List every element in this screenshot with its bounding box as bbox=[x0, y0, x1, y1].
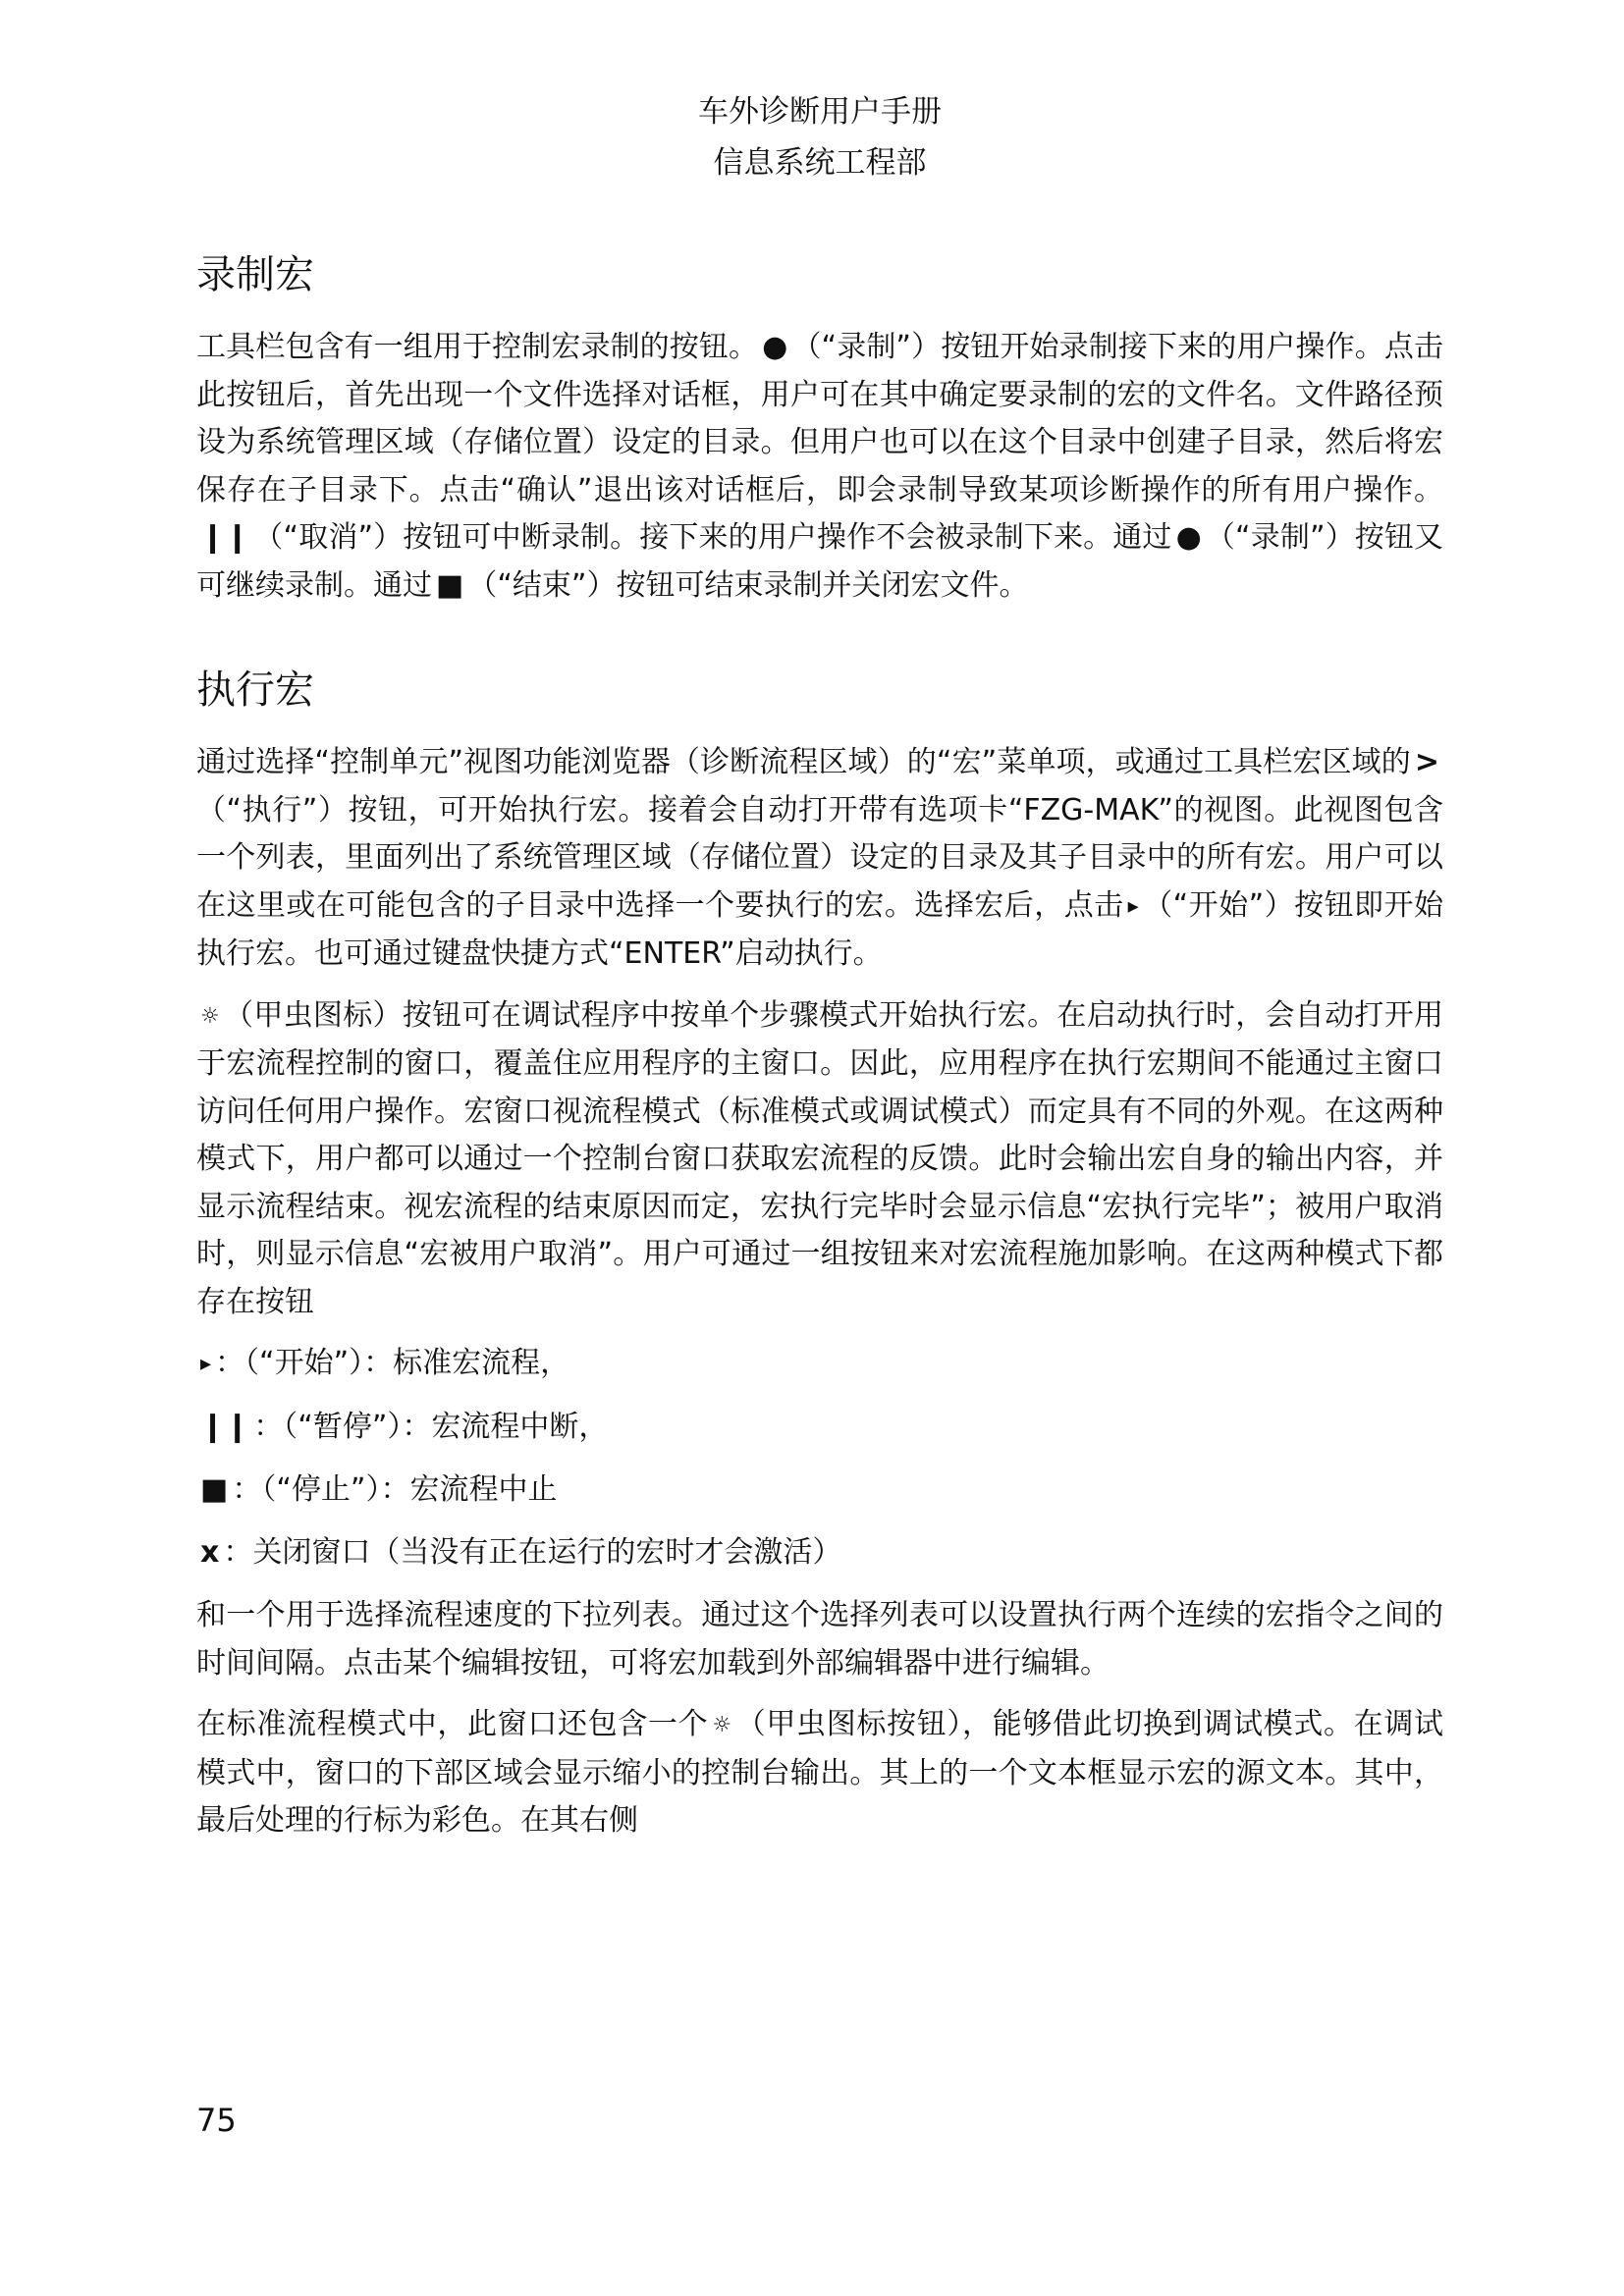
pause-icon: ❙❙ bbox=[200, 520, 250, 555]
text-run: （“执行”）按钮，可开始执行宏。接着会自动打开带有选项卡“FZG-MAK”的视图。此视图包含一个列表，里面列出了系统管理区域（存储位置）设定的目录及其子目录中的所有宏。用户可以在这里或在可能包含的子目录中选择一个要执行的宏。选择宏后，点击 bbox=[196, 792, 1443, 923]
page-header bbox=[196, 86, 1443, 188]
record-icon: ● bbox=[1175, 520, 1202, 555]
execute-macro-paragraph-3: 和一个用于选择流程速度的下拉列表。通过这个选择列表可以设置执行两个连续的宏指令之间的时间间隔。点击某个编辑按钮，可将宏加载到外部编辑器中进行编辑。 bbox=[196, 1598, 1443, 1681]
stop-icon: ■ bbox=[200, 1472, 229, 1507]
header-department: 信息系统工程部 bbox=[713, 145, 927, 181]
text-run: （甲虫图标）按钮可在调试程序中按单个步骤模式开始执行宏。在启动执行时，会自动打开用于宏流程控制的窗口，覆盖住应用程序的主窗口。因此，应用程序在执行宏期间不能通过主窗口访问任何用户操作。宏窗口视流程模式（标准模式或调试模式）而定具有不同的外观。在这两种模式下，用户都可以通过一个控制台窗口获取宏流程的反馈。此时会输出宏自身的输出内容，并显示流程结束。视宏流程的结束原因而定，宏执行完毕时会显示信息“宏执行完毕”；被用户取消时，则显示信息“宏被用户取消”。用户可通过一组按钮来对宏流程施加影响。在这两种模式下都存在按钮 bbox=[196, 997, 1443, 1319]
list-item bbox=[196, 1467, 1443, 1514]
text-run: 在标准流程模式中，此窗口还包含一个 bbox=[196, 1707, 709, 1741]
text-run: （“结束”）按钮可结束录制并关闭宏文件。 bbox=[467, 567, 1029, 603]
section-title-record-macro: 录制宏 bbox=[196, 252, 314, 297]
list-item bbox=[196, 1340, 1443, 1388]
close-icon: x bbox=[200, 1535, 220, 1570]
list-item-text: ：（“停止”）：宏流程中止 bbox=[232, 1472, 558, 1507]
execute-macro-paragraph-1 bbox=[196, 739, 1443, 979]
list-item-text: ：关闭窗口（当没有正在运行的宏时才会激活） bbox=[223, 1535, 842, 1570]
page-number: 75 bbox=[196, 2102, 237, 2139]
text-run: （“录制”）按钮开始录制接下来的用户操作。点击此按钮后，首先出现一个文件选择对话框，用户可在其中确定要录制的宏的文件名。文件路径预设为系统管理区域（存储位置）设定的目录。但用户也可以在这个目录中创建子目录，然后将宏保存在子目录下。点击“确认”退出该对话框后，即会录制导致某项诊断操作的所有用户操作。 bbox=[196, 330, 1443, 507]
list-item bbox=[196, 1404, 1443, 1451]
text-run: （“开始”）按钮即开始执行宏。也可通过键盘快捷方式“ENTER”启动执行。 bbox=[196, 887, 1444, 971]
text-run: （“录制”）按钮又可继续录制。通过 bbox=[196, 520, 1443, 603]
section-title-execute-macro: 执行宏 bbox=[196, 667, 314, 713]
text-run: （甲虫图标按钮），能够借此切换到调试模式。在调试模式中，窗口的下部区域会显示缩小的控制台输出。其上的一个文本框显示宏的源文本。其中，最后处理的行标为彩色。在其右侧 bbox=[196, 1707, 1444, 1838]
execute-icon: > bbox=[1414, 745, 1439, 779]
document-page bbox=[196, 86, 1443, 1859]
pause-icon: ❙❙ bbox=[200, 1410, 250, 1444]
text-run: 通过选择“控制单元”视图功能浏览器（诊断流程区域）的“宏”菜单项，或通过工具栏宏区域的 bbox=[196, 745, 1411, 779]
record-macro-paragraph bbox=[196, 324, 1443, 610]
execute-macro-paragraph-4 bbox=[196, 1701, 1443, 1845]
bug-icon: ☼ bbox=[200, 1003, 220, 1029]
play-icon: ▸ bbox=[1127, 893, 1139, 919]
text-run: （“取消”）按钮可中断录制。接下来的用户操作不会被录制下来。通过 bbox=[253, 520, 1172, 555]
list-item-text: ：（“开始”）：标准宏流程， bbox=[215, 1346, 570, 1380]
record-icon: ● bbox=[762, 330, 788, 364]
header-title: 车外诊断用户手册 bbox=[698, 94, 942, 130]
list-item-text: ：（“暂停”）：宏流程中断， bbox=[253, 1410, 609, 1444]
list-item bbox=[196, 1529, 1443, 1576]
bug-icon: ☼ bbox=[712, 1713, 732, 1737]
stop-icon: ■ bbox=[436, 567, 464, 603]
text-run: 工具栏包含有一组用于控制宏录制的按钮。 bbox=[196, 330, 759, 364]
play-icon: ▸ bbox=[200, 1352, 212, 1376]
execute-macro-paragraph-2 bbox=[196, 992, 1443, 1327]
